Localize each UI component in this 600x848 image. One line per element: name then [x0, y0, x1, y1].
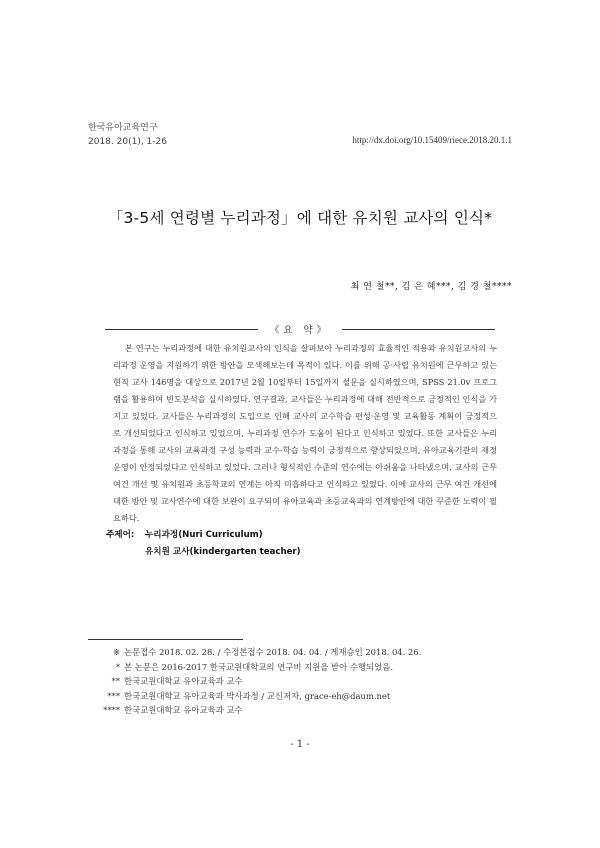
keywords-label: 주제어:	[106, 530, 135, 540]
abstract-paragraph: 본 연구는 누리과정에 대한 유치원교사의 인식을 살펴보아 누리과정의 효율적인 적용과 유치원교사의 누리과정 운영을 지원하기 위한 방안을 모색해보는데 목적이 있다. 이를 위해 공·사립 유치원에 근무하고 있는 현직 교사 146명을 대상으로 2017년 2월 10일부터 15일까지 설문을 실시하였으며, SPSS 21.0v 프로그램을 활용하여 빈도분석을 실시하였다. 연구결과, 교사들은 누리과정에 대해 전반적으로 긍정적인 인식을 가지고 있었다. 교사들은 누리과정의 도입으로 인해 교사의 교수학습 편성·운영 및 교육활동 계획이 긍정적으로 개선되었다고 인식하고 있었으며, 누리과정 연수가 도움이 된다고 인식하고 있었다. 또한 교사들은 누리과정을 통해 교사의 교육과정 구성 능력과 교수-학습 능력이 긍정적으로 향상되었으며, 유아교육기관의 재정 운영이 안정되었다고 인식하고 있었다. 그러나 형식적인 수준의 연수에는 아쉬움을 나타냈으며, 교사의 근무여건 개선 및 유치원과 초등학교의 연계는 아직 미흡하다고 인식하고 있었다. 이에 교사의 근무 여건 개선에 대한 방안 및 교사연수에 대한 보완이 요구되며 유아교육과 초등교육과의 연계방안에 대한 꾸준한 노력이 필요하다.	[113, 343, 497, 523]
author-list: 최 연 철**, 김 은 혜***, 김 경 철****	[350, 282, 512, 292]
journal-volume: 2018. 20(1), 1-26	[88, 137, 167, 147]
footnote-mark: **	[111, 676, 120, 686]
footnote-text: 한국교원대학교 유아교육과 교수	[124, 705, 243, 715]
footnote	[88, 674, 421, 689]
keyword-item: 유치원 교사(kindergarten teacher)	[145, 547, 301, 557]
abstract-heading	[105, 322, 495, 336]
doi-link[interactable]: http://dx.doi.org/10.15409/riece.2018.20.1.1	[352, 135, 512, 145]
keyword-item: 누리과정(Nuri Curriculum)	[145, 530, 263, 540]
footnote	[88, 660, 421, 675]
footnote-text: 논문접수 2018. 02. 28. / 수정본접수 2018. 04. 04. / 게재승인 2018. 04. 26.	[124, 647, 422, 657]
footnote-mark: ****	[103, 705, 120, 715]
abstract-body	[113, 340, 497, 527]
abstract-rule-left	[105, 329, 258, 330]
footnote	[88, 645, 421, 660]
footnote-text: 본 논문은 2016-2017 한국교원대학교의 연구비 지원을 받아 수행되었음.	[124, 661, 394, 672]
journal-name: 한국유아교육연구	[88, 123, 158, 133]
footnote-text: 한국교원대학교 유아교육과 교수	[124, 676, 243, 686]
journal-header	[88, 121, 167, 149]
footnote-mark: *	[115, 661, 120, 672]
footnote	[88, 689, 421, 704]
page-number: - 1 -	[290, 739, 310, 750]
footnotes	[88, 645, 421, 718]
keywords-block	[106, 527, 301, 561]
abstract-rule-right	[342, 329, 495, 330]
footnote-mark: ※	[112, 647, 120, 657]
footnote	[88, 703, 421, 718]
footnote-divider	[88, 639, 243, 640]
paper-title: 「3-5세 연령별 누리과정」에 대한 유치원 교사의 인식*	[107, 209, 493, 227]
footnote-mark: ***	[107, 690, 120, 701]
abstract-heading-label: 《요 약》	[269, 325, 331, 336]
footnote-text: 한국교원대학교 유아교육과 박사과정 / 교신저자, grace-eh@daum.net	[124, 690, 391, 701]
